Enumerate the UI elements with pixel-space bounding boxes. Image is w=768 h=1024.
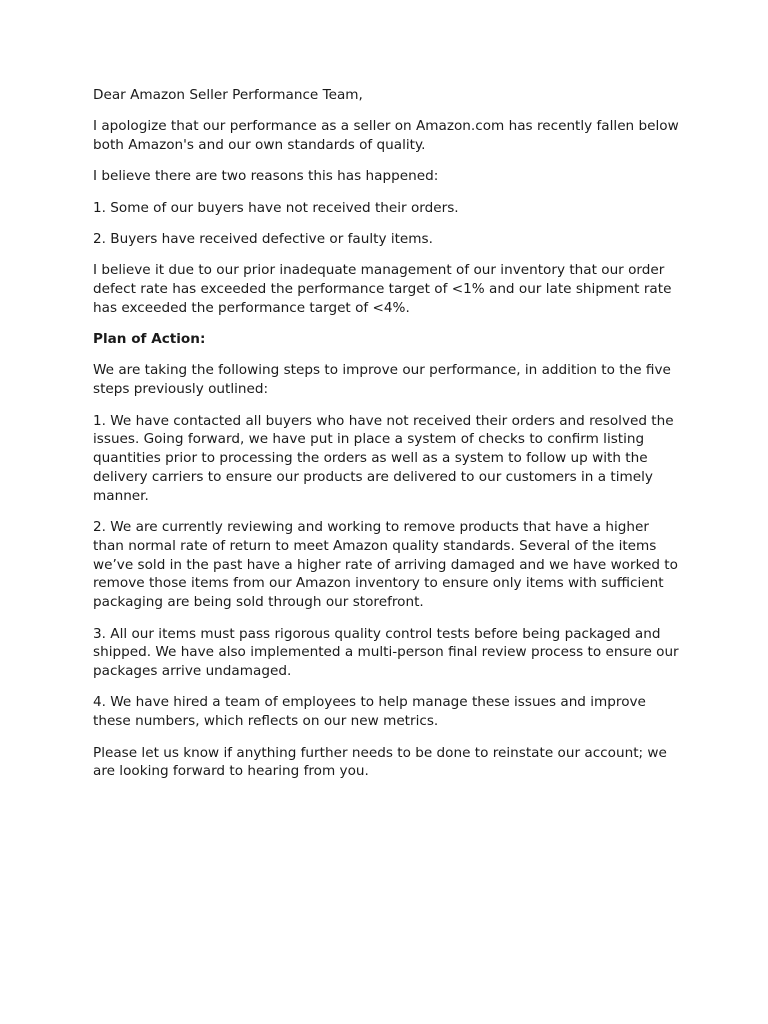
apology-paragraph: I apologize that our performance as a seller on Amazon.com has recently fallen below both Amazon's and our own standards of quality. xyxy=(93,118,679,154)
reason-2: 2. Buyers have received defective or faulty items. xyxy=(93,230,433,247)
plan-step-1: 1. We have contacted all buyers who have not received their orders and resolved the issues. Going forward, we have put in place a system of checks to confirm listing quantities prior to processing the orders as well as a system to follow up with the delivery carriers to ensure our products are delivered to our customers in a timely manner. xyxy=(93,412,674,504)
letter-body xyxy=(93,86,683,794)
plan-step-2: 2. We are currently reviewing and working to remove products that have a higher than normal rate of return to meet Amazon quality standards. Several of the items we’ve sold in the past have a higher rate of arriving damaged and we have worked to remove those items from our Amazon inventory to ensure only items with sufficient packaging are being sold through our storefront. xyxy=(93,519,678,611)
reason-1: 1. Some of our buyers have not received their orders. xyxy=(93,199,459,216)
cause-paragraph: I believe it due to our prior inadequate management of our inventory that our order defect rate has exceeded the performance target of <1% and our late shipment rate has exceeded the performance target of <4%. xyxy=(93,262,672,316)
plan-step-3: 3. All our items must pass rigorous quality control tests before being packaged and shipped. We have also implemented a multi-person final review process to ensure our packages arrive undamaged. xyxy=(93,625,679,680)
reasons-intro: I believe there are two reasons this has happened: xyxy=(93,168,439,185)
salutation: Dear Amazon Seller Performance Team, xyxy=(93,87,363,103)
closing-paragraph: Please let us know if anything further needs to be done to reinstate our account; we are looking forward to hearing from you. xyxy=(93,744,667,780)
plan-intro: We are taking the following steps to improve our performance, in addition to the five steps previously outlined: xyxy=(93,362,671,398)
plan-heading: Plan of Action: xyxy=(93,331,206,348)
plan-step-4: 4. We have hired a team of employees to help manage these issues and improve these numbers, which reflects on our new metrics. xyxy=(93,694,646,730)
